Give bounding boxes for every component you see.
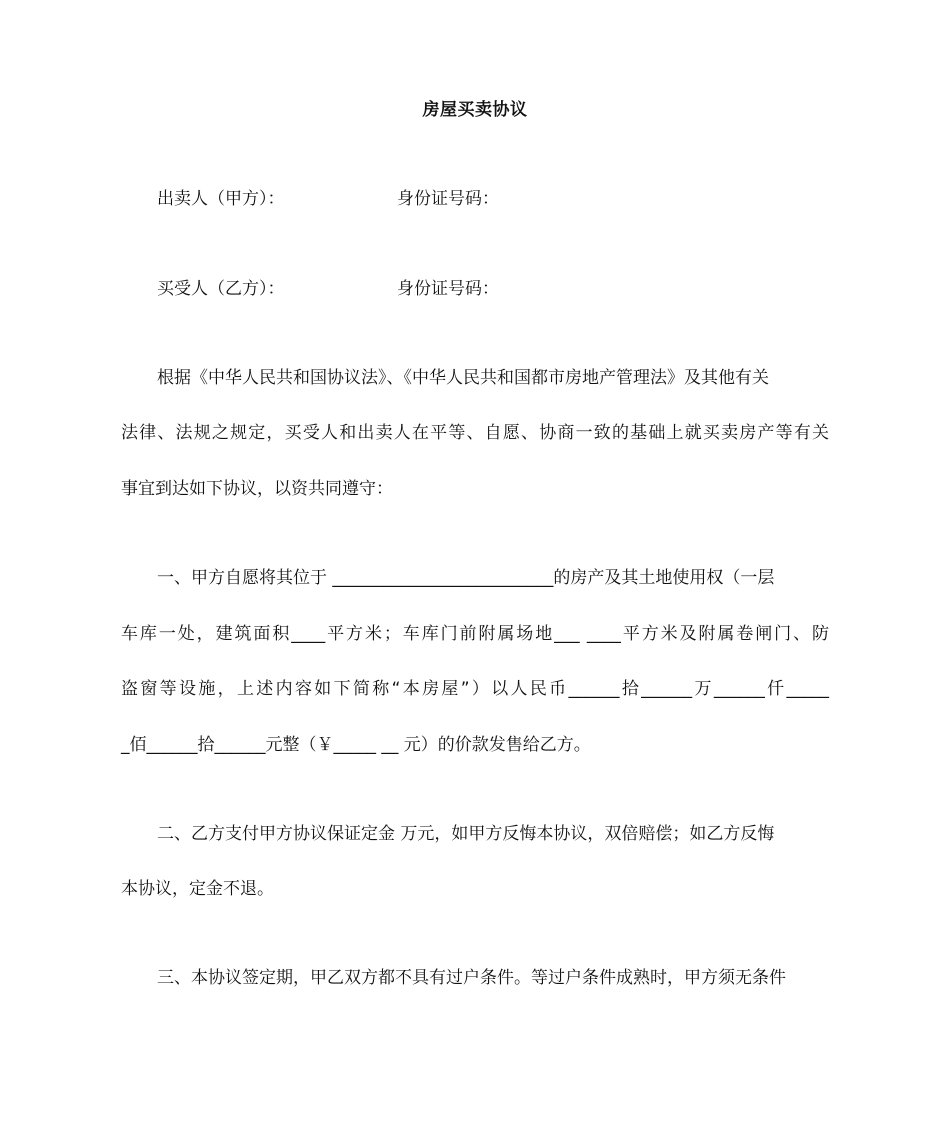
clause-2-line: 本协议，定金不退。 xyxy=(121,879,274,899)
preamble-line: 事宜到达如下协议，以资共同遵守： xyxy=(121,479,393,499)
seller-row xyxy=(157,187,499,211)
clause-2-line: 二、乙方支付甲方协议保证定金 万元，如甲方反悔本协议，双倍赔偿；如乙方反悔 xyxy=(157,824,775,844)
preamble-line: 根据《中华人民共和国协议法》、《中华人民共和国都市房地产管理法》及其他有关 xyxy=(157,368,769,388)
clause-1-line: 车库一处，建筑面积____平方米；车库门前附属场地___ ____平方米及附属卷闸门、防 xyxy=(121,624,829,644)
clause-1-line: 盗窗等设施，上述内容如下简称“本房屋”）以人民币______拾______万______仟_____ xyxy=(121,679,829,699)
preamble-line: 法律、法规之规定，买受人和出卖人在平等、自愿、协商一致的基础上就买卖房产等有关 xyxy=(121,423,829,443)
document-title: 房屋买卖协议 xyxy=(422,100,528,120)
seller-id-label: 身份证号码： xyxy=(397,189,499,209)
clause-3-line: 三、本协议签定期，甲乙双方都不具有过户条件。等过户条件成熟时，甲方须无条件 xyxy=(157,968,786,988)
buyer-id-label: 身份证号码： xyxy=(397,279,499,299)
buyer-label: 买受人（乙方）： xyxy=(157,279,285,299)
seller-label: 出卖人（甲方）： xyxy=(157,189,285,209)
clause-1-line: _佰______拾______元整（￥_____ __ 元）的价款发售给乙方。 xyxy=(121,735,591,755)
buyer-row xyxy=(157,277,499,301)
clause-1-line: 一、甲方自愿将其位于 __________________________的房产及其土地使用权（一层 xyxy=(157,568,775,588)
